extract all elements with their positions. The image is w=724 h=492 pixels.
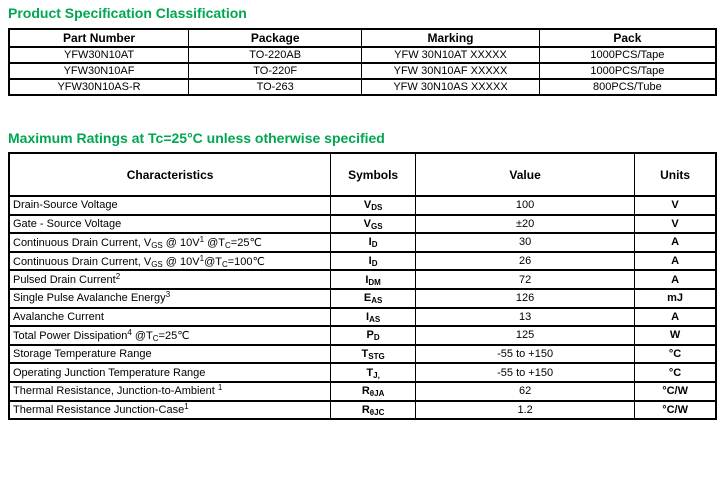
table-cell: V: [635, 196, 716, 215]
table-cell: A: [635, 233, 716, 252]
table-cell: Gate - Source Voltage: [9, 215, 331, 234]
table-cell: 1000PCS/Tape: [539, 47, 716, 63]
table-row: [9, 308, 716, 327]
column-header: Units: [635, 153, 716, 196]
table-cell: Operating Junction Temperature Range: [9, 363, 331, 382]
table-cell: $T_{J,}$: [331, 363, 416, 382]
table-cell: YFW 30N10AF XXXXX: [362, 63, 539, 79]
table-cell: A: [635, 308, 716, 327]
table-cell: 800PCS/Tube: [539, 79, 716, 95]
table-cell: Avalanche Current: [9, 308, 331, 327]
table-cell: 13: [416, 308, 635, 327]
table-cell: YFW30N10AT: [9, 47, 189, 63]
table-cell: TO-220AB: [189, 47, 362, 63]
table-cell: $P_D$: [331, 326, 416, 345]
table-cell: °C: [635, 345, 716, 364]
section-title-maximum-ratings: Maximum Ratings at Tc=25°C unless otherwise specified: [8, 130, 385, 146]
table-cell: V: [635, 215, 716, 234]
table-row: [9, 401, 716, 420]
table-cell: Drain-Source Voltage: [9, 196, 331, 215]
table-cell: Pulsed Drain Current$^2$: [9, 270, 331, 289]
table-cell: 62: [416, 382, 635, 401]
table-row: [9, 270, 716, 289]
table-cell: $I_{DM}$: [331, 270, 416, 289]
table-row: [9, 63, 716, 79]
table-cell: 126: [416, 289, 635, 308]
header-row: [9, 29, 716, 47]
table-cell: Thermal Resistance, Junction-to-Ambient $^1$: [9, 382, 331, 401]
column-header: Symbols: [331, 153, 416, 196]
table-cell: -55 to +150: [416, 363, 635, 382]
table-row: [9, 196, 716, 215]
table-cell: YFW 30N10AT XXXXX: [362, 47, 539, 63]
table-cell: TO-220F: [189, 63, 362, 79]
table-row: [9, 345, 716, 364]
table-cell: °C/W: [635, 382, 716, 401]
column-header: Characteristics: [9, 153, 331, 196]
table-cell: 1.2: [416, 401, 635, 420]
table-cell: Continuous Drain Current, $V_{GS}$ @ $10V^1$ $@T_C=25℃$: [9, 233, 331, 252]
table-cell: YFW30N10AS-R: [9, 79, 189, 95]
table-cell: Continuous Drain Current, $V_{GS}$ @ $10V^1@T_C=100℃$: [9, 252, 331, 271]
table-row: [9, 215, 716, 234]
table-cell: YFW30N10AF: [9, 63, 189, 79]
table-cell: ±20: [416, 215, 635, 234]
table-cell: 26: [416, 252, 635, 271]
column-header: Marking: [362, 29, 539, 47]
table-cell: $T_{STG}$: [331, 345, 416, 364]
table-cell: $V_{DS}$: [331, 196, 416, 215]
table-cell: 125: [416, 326, 635, 345]
section-title-product-classification: Product Specification Classification: [8, 5, 247, 21]
table-cell: $I_D$: [331, 252, 416, 271]
table-cell: Single Pulse Avalanche Energy$^3$: [9, 289, 331, 308]
table-cell: 100: [416, 196, 635, 215]
table-cell: A: [635, 252, 716, 271]
table-row: [9, 79, 716, 95]
table-cell: W: [635, 326, 716, 345]
header-row: [9, 153, 716, 196]
table-cell: A: [635, 270, 716, 289]
table-row: [9, 47, 716, 63]
table-cell: 72: [416, 270, 635, 289]
table-cell: $V_{GS}$: [331, 215, 416, 234]
column-header: Package: [189, 29, 362, 47]
column-header: Pack: [539, 29, 716, 47]
table-cell: $I_{AS}$: [331, 308, 416, 327]
table-row: [9, 289, 716, 308]
table-cell: Total Power Dissipation$^4$ $@T_C=25℃$: [9, 326, 331, 345]
column-header: Part Number: [9, 29, 189, 47]
table-cell: °C/W: [635, 401, 716, 420]
maximum-ratings-table: [8, 152, 717, 420]
table-row: [9, 233, 716, 252]
product-classification-table: [8, 28, 717, 96]
table-cell: $R_{\theta JC}$: [331, 401, 416, 420]
table-cell: °C: [635, 363, 716, 382]
table-cell: Storage Temperature Range: [9, 345, 331, 364]
table-cell: 1000PCS/Tape: [539, 63, 716, 79]
table-cell: 30: [416, 233, 635, 252]
table-cell: $E_{AS}$: [331, 289, 416, 308]
table-cell: Thermal Resistance Junction-Case$^1$: [9, 401, 331, 420]
table-cell: YFW 30N10AS XXXXX: [362, 79, 539, 95]
table-row: [9, 252, 716, 271]
table-cell: -55 to +150: [416, 345, 635, 364]
column-header: Value: [416, 153, 635, 196]
table-row: [9, 326, 716, 345]
table-cell: mJ: [635, 289, 716, 308]
table-cell: TO-263: [189, 79, 362, 95]
table-row: [9, 382, 716, 401]
table-cell: $I_D$: [331, 233, 416, 252]
table-cell: $R_{\theta JA}$: [331, 382, 416, 401]
table-row: [9, 363, 716, 382]
